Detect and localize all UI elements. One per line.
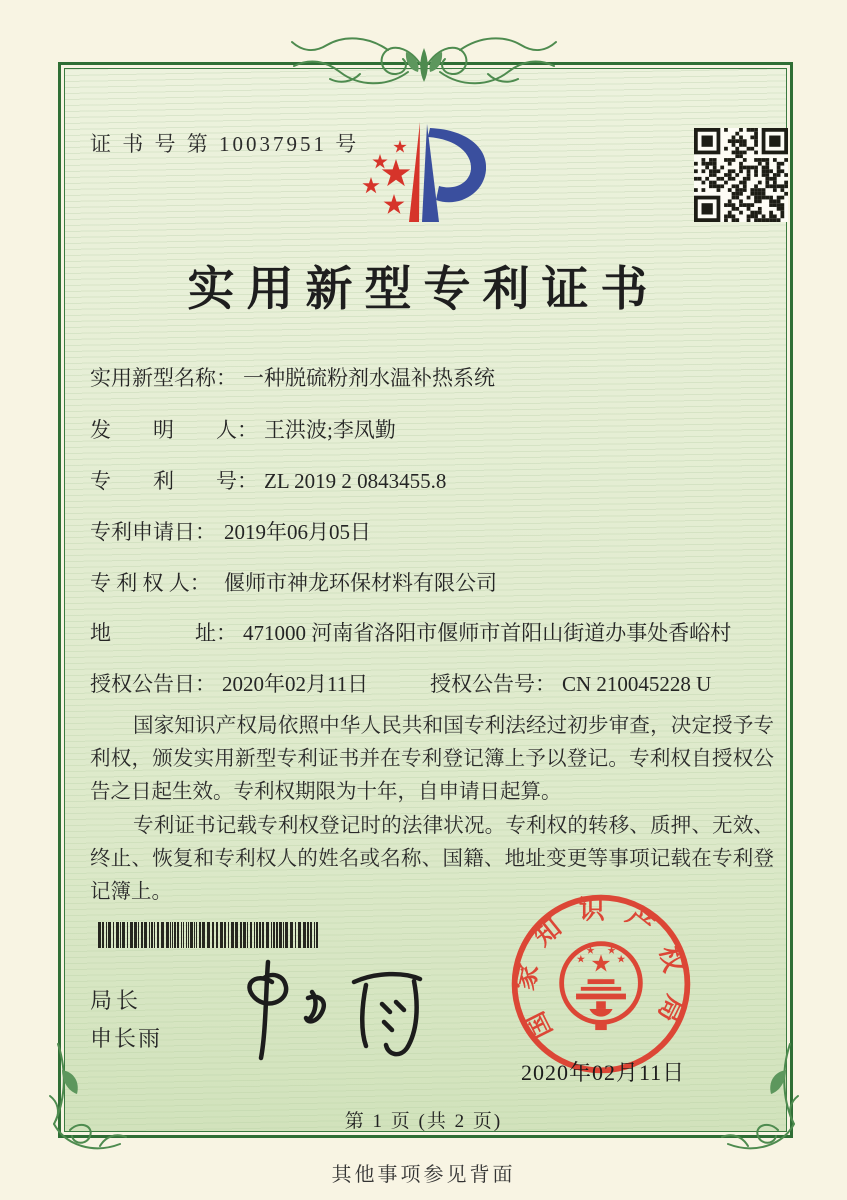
- grant-date-value: 2020年02月11日: [222, 672, 369, 696]
- field-label: 专 利 号：: [90, 469, 258, 493]
- field-patent-number: [90, 465, 780, 495]
- national-emblem-icon: [562, 944, 641, 1030]
- seal-date: 2020年02月11日: [521, 1060, 686, 1085]
- director-name: 申长雨: [90, 1026, 163, 1051]
- qr-code: [694, 128, 788, 222]
- document-title: 实用新型专利证书: [187, 264, 660, 316]
- field-grant-row: [90, 668, 780, 698]
- field-label: 专利申请日：: [90, 520, 216, 544]
- logo-red-wedge: [409, 122, 420, 222]
- cnipa-logo: [352, 116, 524, 236]
- field-value: 偃师市神龙环保材料有限公司: [224, 571, 497, 595]
- field-value: 471000 河南省洛阳市偃师市首阳山街道办事处香峪村: [243, 621, 732, 645]
- back-side-note: 其他事项参见背面: [331, 1164, 516, 1186]
- corner-ornament-right: [712, 1040, 808, 1160]
- page-number: 第 1 页 (共 2 页): [344, 1111, 503, 1132]
- field-label: 地 址：: [90, 621, 237, 645]
- field-address: [90, 617, 780, 647]
- legal-paragraph-1: 国家知识产权局依照中华人民共和国专利法经过初步审查，决定授予专利权，颁发实用新型专利证书并在专利登记簿上予以登记。专利权自授权公告之日起生效。专利权期限为十年，自申请日起算。: [90, 715, 774, 804]
- logo-stars: [362, 140, 410, 214]
- field-label: 发 明 人：: [90, 418, 258, 442]
- grant-no-label: 授权公告号：: [430, 672, 556, 696]
- legal-paragraph-2: 专利证书记载专利权登记时的法律状况。专利权的转移、质押、无效、终止、恢复和专利权人的姓名或名称、国籍、地址变更等事项记载在专利登记簿上。: [90, 814, 774, 904]
- field-label: 专 利 权 人：: [90, 571, 211, 595]
- top-flourish-ornament: [288, 30, 560, 100]
- certificate-number: 证 书 号 第 10037951 号: [90, 132, 360, 156]
- field-filing-date: [90, 516, 780, 546]
- field-patentee: [90, 567, 780, 597]
- seal-text: 国家知识产权局: [510, 895, 692, 1044]
- official-seal: [505, 888, 697, 1080]
- director-title: 局长: [90, 988, 143, 1013]
- legal-text-block: [90, 710, 774, 909]
- field-label: 实用新型名称：: [90, 366, 237, 390]
- field-value: 一种脱硫粉剂水温补热系统: [243, 366, 495, 390]
- field-inventors: [90, 414, 780, 444]
- logo-blue-bowl: [428, 128, 486, 202]
- grant-date-label: 授权公告日：: [90, 672, 216, 696]
- field-value: 王洪波;李凤勤: [264, 418, 396, 442]
- corner-ornament-left: [40, 1040, 136, 1160]
- field-value: ZL 2019 2 0843455.8: [264, 469, 447, 493]
- grant-no-value: CN 210045228 U: [562, 672, 712, 696]
- barcode: [98, 922, 322, 948]
- logo-blue-wedge: [422, 124, 439, 222]
- field-utility-model-name: [90, 362, 780, 392]
- field-value: 2019年06月05日: [224, 520, 371, 544]
- director-signature: [216, 952, 436, 1067]
